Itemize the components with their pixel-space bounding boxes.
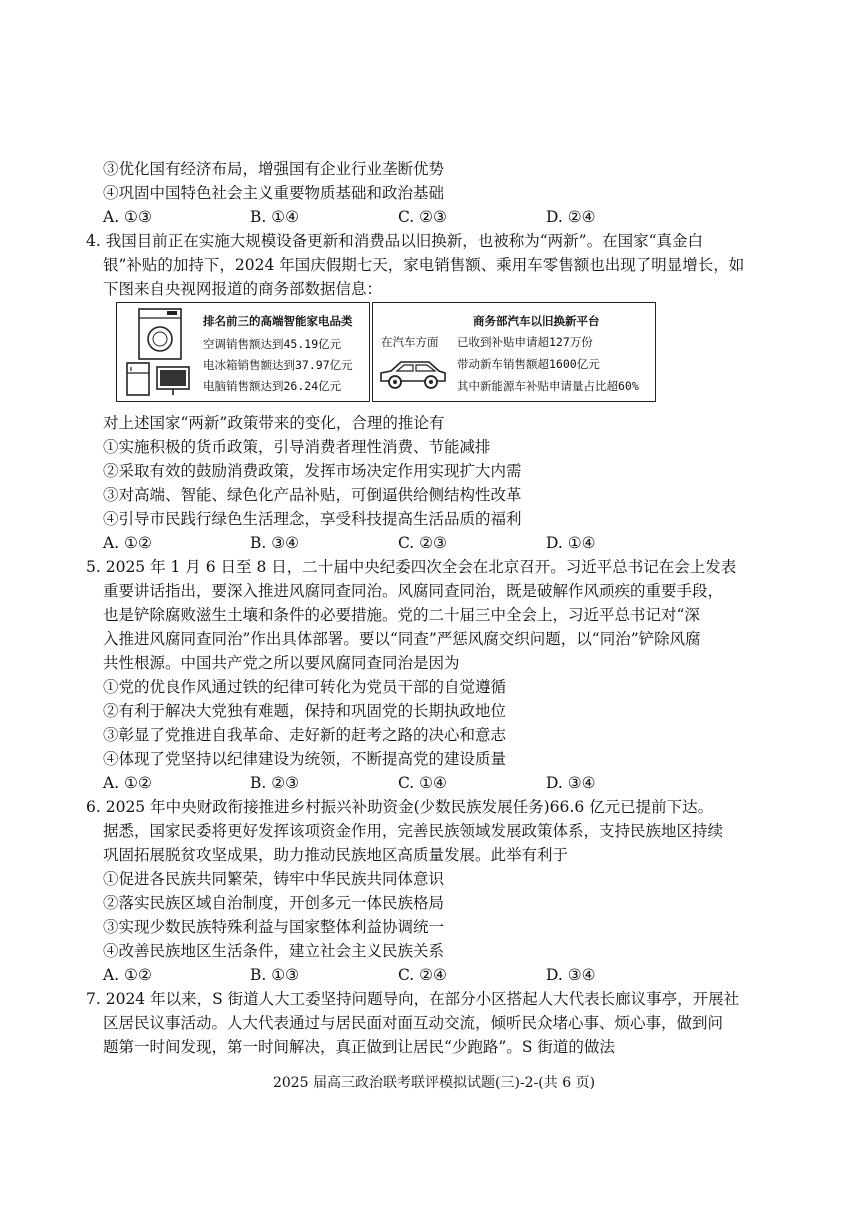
q6-item-3: ③实现少数民族特殊利益与国家整体利益协调统一 [103,918,445,936]
q6-option-c: C. ②④ [398,966,447,984]
q4-stem-line-1: 4. 我国目前正在实施大规模设备更新和消费品以旧换新，也被称为“两新”。在国家“真金白 [86,232,703,250]
q7-stem-line-1: 7. 2024 年以来，S 街道人大工委坚持问题导向，在部分小区搭起人大代表长廊议事亭，开展社 [86,990,740,1008]
q4-stem-line-3: 下图来自央视网报道的商务部数据信息： [103,280,383,298]
q6-stem-line-3: 巩固拓展脱贫攻坚成果，助力推动民族地区高质量发展。此举有利于 [103,846,569,864]
q6-stem-line-2: 据悉，国家民委将更好发挥该项资金作用，完善民族领域发展政策体系，支持民族地区持续 [103,822,724,840]
page-footer: 2025 届高三政治联考联评模拟试题(三)-2-(共 6 页) [272,1075,596,1091]
q4-option-a: A. ①② [103,534,152,552]
q5-option-c: C. ①④ [398,774,447,792]
q6-item-2: ②落实民族区域自治制度，开创多元一体民族格局 [103,894,445,912]
appliance-row-ac: 空调销售额达到45.19亿元 [203,337,342,351]
q6-option-d: D. ③④ [546,966,596,984]
q5-stem-line-2: 重要讲话指出，要深入推进风腐同查同治。风腐同查同治，既是破解作风顽疾的重要手段， [103,582,724,600]
q4-option-b: B. ③④ [250,534,300,552]
q6-stem-line-1: 6. 2025 年中央财政衔接推进乡村振兴补助资金(少数民族发展任务)66.6 亿元已提前下达。 [86,798,714,816]
auto-info-box [372,302,656,402]
q3-option-c: C. ②③ [398,208,447,226]
q5-stem-line-4: 入推进风腐同查同治”作出具体部署。要以“同查”严惩风腐交织问题，以“同治”铲除风腐 [103,630,701,648]
q6-item-4: ④改善民族地区生活条件，建立社会主义民族关系 [103,942,445,960]
q5-stem-line-1: 5. 2025 年 1 月 6 日至 8 日，二十届中央纪委四次全会在北京召开。习近平总书记在会上发表 [86,558,737,576]
auto-row-nev-share: 其中新能源车补贴申请量占比超60% [457,379,639,393]
q5-item-2: ②有利于解决大党独有难题，保持和巩固党的长期执政地位 [103,702,507,720]
q4-option-d: D. ①④ [546,534,596,552]
q4-question: 对上述国家“两新”政策带来的变化，合理的推论有 [103,414,445,432]
q6-item-1: ①促进各民族共同繁荣，铸牢中华民族共同体意识 [103,870,445,888]
q4-item-1: ①实施积极的货币政策，引导消费者理性消费、节能减排 [103,438,491,456]
q7-stem-line-3: 题第一时间发现，第一时间解决，真正做到让居民“少跑路”。S 街道的做法 [103,1038,615,1056]
q4-stem-line-2: 银”补贴的加持下，2024 年国庆假期七天，家电销售额、乘用车零售额也出现了明显增长，如 [103,256,745,274]
q5-item-3: ③彰显了党推进自我革命、走好新的赶考之路的决心和意志 [103,726,507,744]
q5-stem-line-5: 共性根源。中国共产党之所以要风腐同查同治是因为 [103,654,460,672]
q4-item-2: ②采取有效的鼓励消费政策，发挥市场决定作用实现扩大内需 [103,462,522,480]
q6-option-a: A. ①② [103,966,152,984]
auto-row-applications: 已收到补贴申请超127万份 [457,335,593,349]
car-icon [377,357,449,391]
appliance-row-fridge: 电冰箱销售额达到37.97亿元 [203,358,353,372]
q4-item-3: ③对高端、智能、绿色化产品补贴，可倒逼供给侧结构性改革 [103,486,522,504]
q3-option-d: D. ②④ [546,208,596,226]
q3-item-3: ③优化国有经济布局，增强国有企业行业垄断优势 [103,160,445,178]
q5-item-1: ①党的优良作风通过铁的纪律可转化为党员干部的自觉遵循 [103,678,507,696]
q5-item-4: ④体现了党坚持以纪律建设为统领，不断提高党的建设质量 [103,750,507,768]
q3-option-a: A. ①③ [103,208,152,226]
q3-option-b: B. ①④ [250,208,300,226]
auto-box-label: 在汽车方面 [381,335,439,349]
q6-option-b: B. ①③ [250,966,300,984]
q5-option-d: D. ③④ [546,774,596,792]
q5-option-a: A. ①② [103,774,152,792]
appliance-info-box [116,302,370,402]
q3-item-4: ④巩固中国特色社会主义重要物质基础和政治基础 [103,184,445,202]
appliance-row-computer: 电脑销售额达到26.24亿元 [203,379,342,393]
appliance-box-title: 排名前三的高端智能家电品类 [203,314,353,328]
q7-stem-line-2: 区居民议事活动。人大代表通过与居民面对面互动交流，倾听民众堵心事、烦心事，做到问 [103,1014,724,1032]
auto-row-sales: 带动新车销售额超1600亿元 [457,357,600,371]
q5-option-b: B. ②③ [250,774,300,792]
q4-option-c: C. ②③ [398,534,447,552]
appliances-icon [121,307,193,397]
auto-box-title: 商务部汽车以旧换新平台 [473,314,600,328]
q5-stem-line-3: 也是铲除腐败滋生土壤和条件的必要措施。党的二十届三中全会上，习近平总书记对“深 [103,606,700,624]
q4-item-4: ④引导市民践行绿色生活理念，享受科技提高生活品质的福利 [103,510,522,528]
